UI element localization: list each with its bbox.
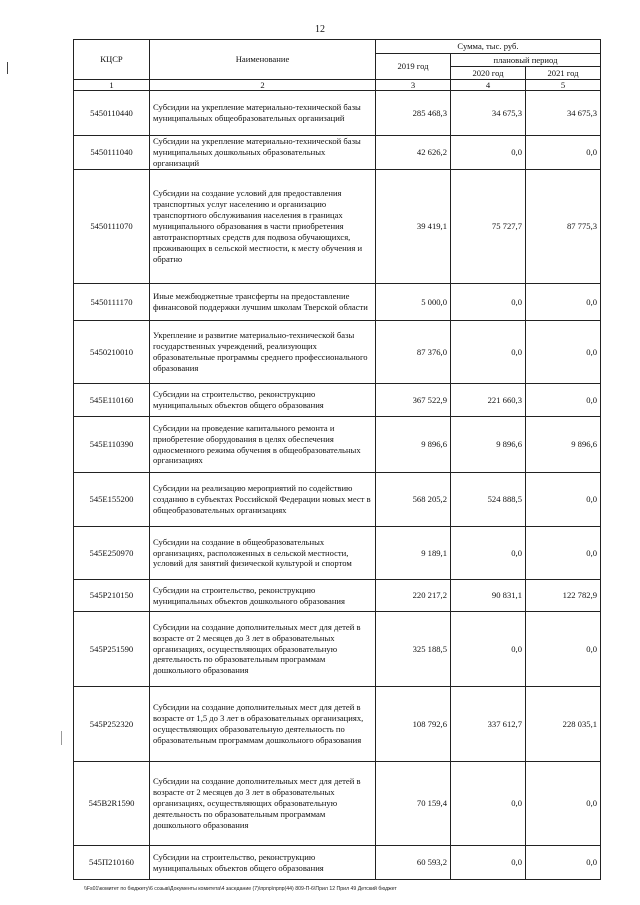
cell-amount-2020: 0,0 (451, 284, 526, 321)
cell-amount-2021: 0,0 (526, 284, 601, 321)
cell-name: Субсидии на укрепление материально-технической базы муниципальных общеобразовательных организаций (150, 91, 376, 136)
cell-name: Иные межбюджетные трансферты на предоставление финансовой поддержки лучшим школам Тверской области (150, 284, 376, 321)
cell-name: Субсидии на создание дополнительных мест для детей в возрасте от 2 месяцев до 3 лет в образовательных организациях, осуществляющих образовательную деятельность по образовательным программам дошкольного образования (150, 612, 376, 687)
table-row (74, 284, 601, 321)
cell-amount-2019: 70 159,4 (376, 762, 451, 846)
table-row (74, 612, 601, 687)
budget-table (73, 39, 601, 880)
header-sum: Сумма, тыс. руб. (376, 40, 601, 54)
header-name: Наименование (150, 40, 376, 80)
cell-amount-2021: 0,0 (526, 762, 601, 846)
cell-name: Укрепление и развитие материально-технической базы государственных учреждений, реализующих образовательные программы среднего профессионального образования (150, 321, 376, 384)
cell-name: Субсидии на создание дополнительных мест для детей в возрасте от 2 месяцев до 3 лет в образовательных организациях, осуществляющих образовательную деятельность по образовательным программам дошкольного образования (150, 762, 376, 846)
cell-kcsr-code: 545P251590 (74, 612, 150, 687)
header-year-2021: 2021 год (526, 67, 601, 80)
cell-name: Субсидии на реализацию мероприятий по содействию созданию в субъектах Российской Федерации новых мест в общеобразовательных организациях (150, 473, 376, 527)
table-row (74, 321, 601, 384)
cell-kcsr-code: 5450111040 (74, 136, 150, 170)
cell-amount-2020: 0,0 (451, 321, 526, 384)
cell-kcsr-code: 545E155200 (74, 473, 150, 527)
cell-kcsr-code: 545E110390 (74, 417, 150, 473)
table-row (74, 384, 601, 417)
cell-amount-2019: 42 626,2 (376, 136, 451, 170)
margin-mark (61, 731, 62, 745)
cell-amount-2021: 0,0 (526, 612, 601, 687)
cell-amount-2019: 9 896,6 (376, 417, 451, 473)
cell-amount-2021: 9 896,6 (526, 417, 601, 473)
table-row (74, 687, 601, 762)
cell-kcsr-code: 545P252320 (74, 687, 150, 762)
header-planned-period: плановый период (451, 54, 601, 67)
cell-name: Субсидии на проведение капитального ремонта и приобретение оборудования в целях обеспечения односменного режима обучения в общеобразовательных организациях (150, 417, 376, 473)
table-row (74, 580, 601, 612)
table-row (74, 136, 601, 170)
cell-name: Субсидии на укрепление материально-технической базы муниципальных дошкольных образовательных организаций (150, 136, 376, 170)
cell-name: Субсидии на строительство, реконструкцию муниципальных объектов дошкольного образования (150, 580, 376, 612)
cell-name: Субсидии на строительство, реконструкцию муниципальных объектов общего образования (150, 846, 376, 880)
cell-kcsr-code: 545E110160 (74, 384, 150, 417)
cell-amount-2019: 39 419,1 (376, 170, 451, 284)
cell-kcsr-code: 545E250970 (74, 527, 150, 580)
cell-amount-2019: 87 376,0 (376, 321, 451, 384)
cell-amount-2019: 367 522,9 (376, 384, 451, 417)
cell-amount-2020: 221 660,3 (451, 384, 526, 417)
column-index: 1 (74, 80, 150, 91)
header-year-2019: 2019 год (376, 54, 451, 80)
cell-name: Субсидии на создание в общеобразовательных организациях, расположенных в сельской местности, условий для занятий физической культурой и спортом (150, 527, 376, 580)
cell-kcsr-code: 5450110440 (74, 91, 150, 136)
cell-amount-2020: 0,0 (451, 846, 526, 880)
cell-amount-2020: 524 888,5 (451, 473, 526, 527)
column-index: 2 (150, 80, 376, 91)
table-row (74, 527, 601, 580)
table-row (74, 762, 601, 846)
cell-amount-2020: 337 612,7 (451, 687, 526, 762)
cell-amount-2021: 0,0 (526, 384, 601, 417)
cell-amount-2020: 0,0 (451, 762, 526, 846)
cell-amount-2020: 0,0 (451, 136, 526, 170)
column-index: 5 (526, 80, 601, 91)
cell-amount-2019: 60 593,2 (376, 846, 451, 880)
cell-amount-2019: 220 217,2 (376, 580, 451, 612)
cell-kcsr-code: 5450111170 (74, 284, 150, 321)
table-row (74, 417, 601, 473)
cell-name: Субсидии на строительство, реконструкцию муниципальных объектов общего образования (150, 384, 376, 417)
footer-file-path: \\Fs01\комитет по бюджету\6 созыв\Документы комитета\4 заседание (7)\прпр\прпр(44) 809-П-6\Прил 12 Прил 49 Детский бюджет (84, 886, 397, 892)
cell-amount-2020: 9 896,6 (451, 417, 526, 473)
cell-amount-2021: 87 775,3 (526, 170, 601, 284)
column-index: 4 (451, 80, 526, 91)
cell-amount-2019: 325 188,5 (376, 612, 451, 687)
table-row (74, 473, 601, 527)
cell-kcsr-code: 545B2R1590 (74, 762, 150, 846)
column-index: 3 (376, 80, 451, 91)
cell-amount-2021: 0,0 (526, 321, 601, 384)
cell-amount-2019: 9 189,1 (376, 527, 451, 580)
cell-amount-2021: 0,0 (526, 527, 601, 580)
cell-kcsr-code: 545P210150 (74, 580, 150, 612)
cell-amount-2019: 108 792,6 (376, 687, 451, 762)
cell-kcsr-code: 5450111070 (74, 170, 150, 284)
table-row (74, 91, 601, 136)
table-row (74, 170, 601, 284)
cell-amount-2021: 0,0 (526, 473, 601, 527)
page-number: 12 (315, 24, 325, 35)
cell-amount-2021: 0,0 (526, 846, 601, 880)
header-year-2020: 2020 год (451, 67, 526, 80)
cell-amount-2020: 0,0 (451, 527, 526, 580)
cell-amount-2020: 0,0 (451, 612, 526, 687)
margin-mark (7, 62, 8, 74)
cell-kcsr-code: 5450210010 (74, 321, 150, 384)
header-code: КЦСР (74, 40, 150, 80)
cell-amount-2021: 34 675,3 (526, 91, 601, 136)
cell-name: Субсидии на создание условий для предоставления транспортных услуг населению и организацию транспортного обслуживания населения в границах муниципального образования в части приобретения автотранспортных средств для подвоза обучающихся, проживающих в сельской местности, к месту обучения и обратно (150, 170, 376, 284)
cell-kcsr-code: 545П210160 (74, 846, 150, 880)
cell-amount-2021: 0,0 (526, 136, 601, 170)
cell-amount-2020: 75 727,7 (451, 170, 526, 284)
cell-amount-2019: 568 205,2 (376, 473, 451, 527)
cell-amount-2020: 90 831,1 (451, 580, 526, 612)
cell-name: Субсидии на создание дополнительных мест для детей в возрасте от 1,5 до 3 лет в образовательных организациях, осуществляющих образовательную деятельность по образовательным программам дошкольного образования (150, 687, 376, 762)
cell-amount-2021: 122 782,9 (526, 580, 601, 612)
cell-amount-2019: 5 000,0 (376, 284, 451, 321)
cell-amount-2021: 228 035,1 (526, 687, 601, 762)
cell-amount-2020: 34 675,3 (451, 91, 526, 136)
table-row (74, 846, 601, 880)
cell-amount-2019: 285 468,3 (376, 91, 451, 136)
